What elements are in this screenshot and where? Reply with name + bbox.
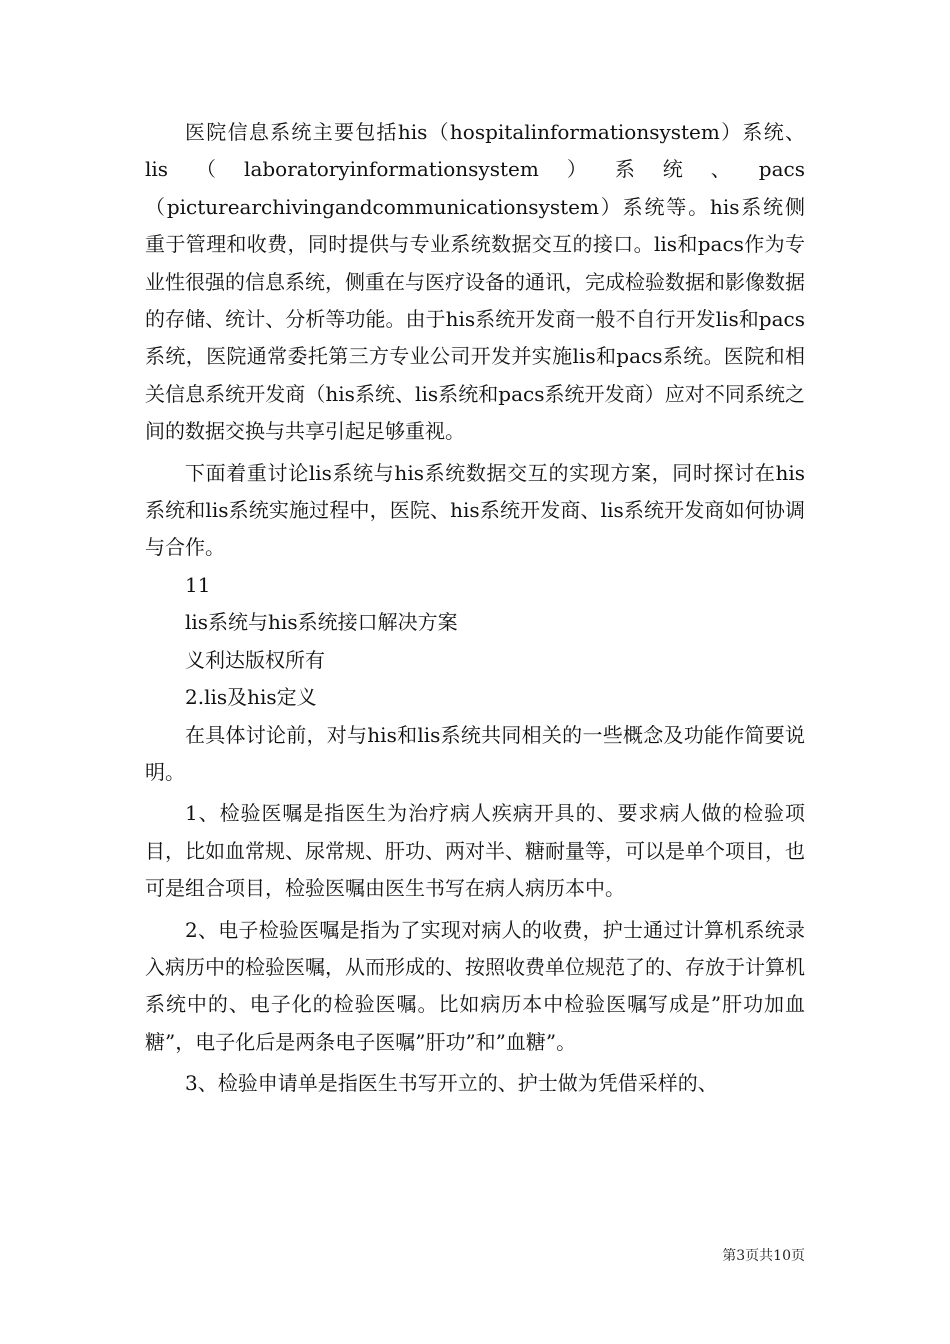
paragraph-item-3: 3、检验申请单是指医生书写开立的、护士做为凭借采样的、 [185, 1071, 718, 1096]
paragraph-overview: 在具体讨论前，对与his和lis系统共同相关的一些概念及功能作简要说明。 [145, 722, 805, 784]
page-number-footer: 第3页共10页 [722, 1248, 805, 1264]
paragraph-number: 11 [185, 572, 211, 597]
paragraph-copyright: 义利达版权所有 [185, 647, 325, 672]
paragraph-intro: 医院信息系统主要包括his（hospitalinformationsystem）系统、lis（laboratoryinformationsystem）系统、pacs（picturearchivingandcommunicationsystem）系统等。his系统侧重于管理和收费，同时提供与专业系统数据交互的接口。lis和pacs作为专业性很强的信息系统，侧重在与医疗设备的通讯，完成检验数据和影像数据的存储、统计、分析等功能。由于his系统开发商一般不自行开发lis和pacs系统，医院通常委托第三方专业公司开发并实施lis和pacs系统。医院和相关信息系统开发商（his系统、lis系统和pacs系统开发商）应对不同系统之间的数据交换与共享引起足够重视。 [145, 120, 805, 444]
paragraph-doc-title: lis系统与his系统接口解决方案 [185, 610, 458, 635]
paragraph-discussion: 下面着重讨论lis系统与his系统数据交互的实现方案，同时探讨在his系统和lis系统实施过程中，医院、his系统开发商、lis系统开发商如何协调与合作。 [145, 460, 805, 560]
paragraph-item-1: 1、检验医嘱是指医生为治疗病人疾病开具的、要求病人做的检验项目，比如血常规、尿常规、肝功、两对半、糖耐量等，可以是单个项目，也可是组合项目，检验医嘱由医生书写在病人病历本中。 [145, 801, 805, 901]
document-body [145, 114, 805, 1103]
section-heading: 2.lis及his定义 [185, 685, 317, 710]
paragraph-item-2: 2、电子检验医嘱是指为了实现对病人的收费，护士通过计算机系统录入病历中的检验医嘱，从而形成的、按照收费单位规范了的、存放于计算机系统中的、电子化的检验医嘱。比如病历本中检验医嘱写成是”肝功加血糖”，电子化后是两条电子医嘱”肝功”和”血糖”。 [145, 917, 805, 1054]
